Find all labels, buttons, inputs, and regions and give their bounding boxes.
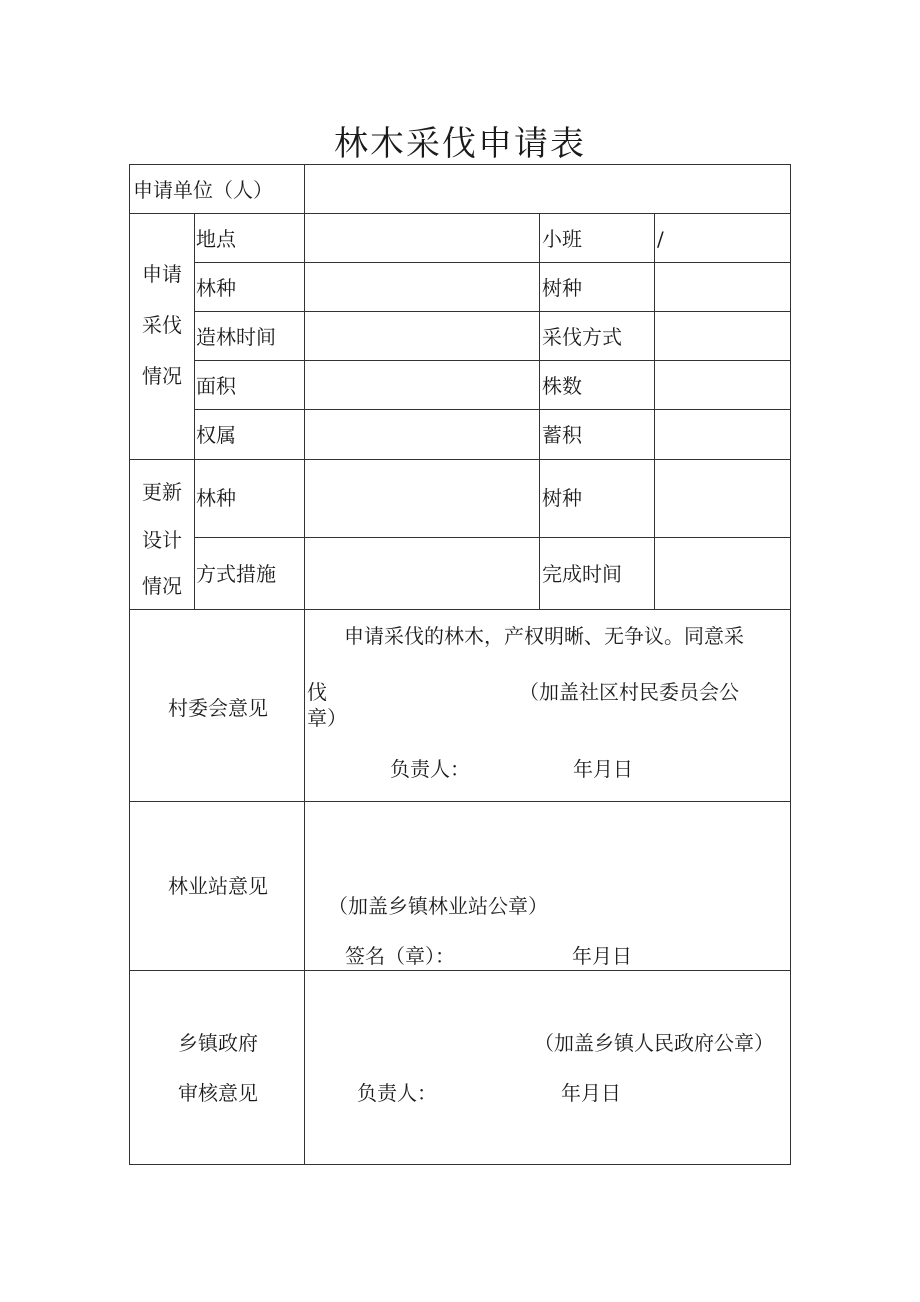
harvest-method-label: 采伐方式 xyxy=(542,325,622,349)
renewal-side-label-2: 设计 xyxy=(142,528,182,552)
harvest-section-label-cell xyxy=(129,213,195,460)
township-person-label: 负责人： xyxy=(357,1081,437,1105)
village-opinion-text-1: 申请采伐的林木，产权明晰、无争议。同意采 xyxy=(344,624,744,648)
renewal-forest-type-label: 林种 xyxy=(196,486,236,510)
renewal-side-label-1: 更新 xyxy=(142,480,182,504)
renewal-section-label-cell xyxy=(129,459,195,610)
township-opinion-field[interactable] xyxy=(304,970,791,1165)
stock-volume-label-cell xyxy=(539,409,655,460)
township-opinion-label-cell xyxy=(129,970,305,1165)
village-date-label: 年月日 xyxy=(573,757,633,781)
harvest-side-label-2: 采伐 xyxy=(142,313,182,337)
harvest-application-form xyxy=(130,165,791,1166)
applicant-field[interactable] xyxy=(304,164,791,214)
village-opinion-field[interactable] xyxy=(304,609,791,802)
renewal-method-label: 方式措施 xyxy=(196,562,276,586)
village-seal-note-1: （加盖社区村民委员会公 xyxy=(519,680,739,704)
page-title: 林木采伐申请表 xyxy=(334,124,586,164)
subcompartment-label-cell xyxy=(539,213,655,263)
completion-time-label-cell xyxy=(539,537,655,610)
harvest-method-label-cell xyxy=(539,311,655,361)
completion-time-label: 完成时间 xyxy=(542,562,622,586)
tree-count-field[interactable] xyxy=(654,360,791,410)
applicant-label-cell xyxy=(129,164,305,214)
station-opinion-label: 林业站意见 xyxy=(168,874,268,898)
village-opinion-label: 村委会意见 xyxy=(168,696,268,720)
subcompartment-field[interactable] xyxy=(654,213,791,263)
planting-time-label-cell xyxy=(194,311,305,361)
ownership-label: 权属 xyxy=(196,423,236,447)
harvest-side-label-1: 申请 xyxy=(142,262,182,286)
location-label-cell xyxy=(194,213,305,263)
tree-species-label-cell xyxy=(539,262,655,312)
forest-type-label-cell xyxy=(194,262,305,312)
renewal-forest-type-field[interactable] xyxy=(304,459,540,538)
location-label: 地点 xyxy=(196,227,236,251)
forest-type-label: 林种 xyxy=(196,276,236,300)
tree-count-label-cell xyxy=(539,360,655,410)
township-date-label: 年月日 xyxy=(561,1081,621,1105)
ownership-label-cell xyxy=(194,409,305,460)
township-opinion-label-1: 乡镇政府 xyxy=(178,1031,258,1055)
planting-time-field[interactable] xyxy=(304,311,540,361)
tree-species-field[interactable] xyxy=(654,262,791,312)
forest-type-field[interactable] xyxy=(304,262,540,312)
village-seal-note-2: 章） xyxy=(307,706,347,730)
township-seal-note: （加盖乡镇人民政府公章） xyxy=(534,1031,774,1055)
subcompartment-label: 小班 xyxy=(542,227,582,251)
township-opinion-label-2: 审核意见 xyxy=(178,1081,258,1105)
renewal-method-field[interactable] xyxy=(304,537,540,610)
renewal-tree-species-label: 树种 xyxy=(542,486,582,510)
planting-time-label: 造林时间 xyxy=(196,325,276,349)
station-seal-note: （加盖乡镇林业站公章） xyxy=(328,894,548,918)
area-label-cell xyxy=(194,360,305,410)
applicant-label: 申请单位（人） xyxy=(133,178,273,202)
tree-count-label: 株数 xyxy=(542,374,582,398)
subcompartment-value: / xyxy=(657,227,664,251)
village-opinion-text-2: 伐 xyxy=(307,680,327,704)
completion-time-field[interactable] xyxy=(654,537,791,610)
tree-species-label: 树种 xyxy=(542,276,582,300)
station-opinion-label-cell xyxy=(129,801,305,971)
location-field[interactable] xyxy=(304,213,540,263)
harvest-side-label-3: 情况 xyxy=(142,364,182,388)
station-opinion-field[interactable] xyxy=(304,801,791,971)
area-label: 面积 xyxy=(196,374,236,398)
stock-volume-label: 蓄积 xyxy=(542,423,582,447)
renewal-method-label-cell xyxy=(194,537,305,610)
renewal-side-label-3: 情况 xyxy=(142,574,182,598)
renewal-tree-species-field[interactable] xyxy=(654,459,791,538)
station-sign-label: 签名（章）： xyxy=(345,944,455,968)
harvest-method-field[interactable] xyxy=(654,311,791,361)
renewal-tree-species-label-cell xyxy=(539,459,655,538)
renewal-forest-type-label-cell xyxy=(194,459,305,538)
station-date-label: 年月日 xyxy=(572,944,632,968)
village-opinion-label-cell xyxy=(129,609,305,802)
village-person-label: 负责人： xyxy=(390,757,470,781)
ownership-field[interactable] xyxy=(304,409,540,460)
stock-volume-field[interactable] xyxy=(654,409,791,460)
area-field[interactable] xyxy=(304,360,540,410)
